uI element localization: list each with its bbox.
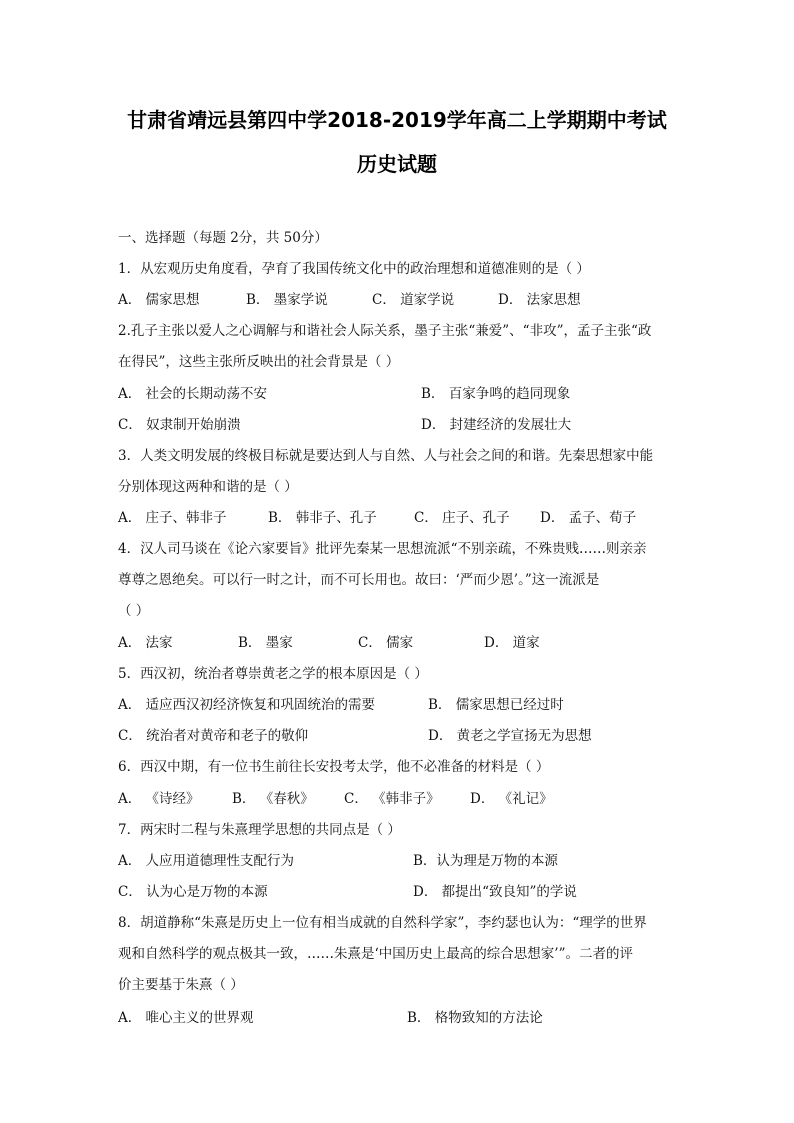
question-7-option-d: D． 都提出“致良知”的学说 [413, 884, 577, 900]
question-3-option-a: A． 庄子、韩非子 [118, 510, 227, 526]
question-2-option-a: A． 社会的长期动荡不安 [118, 386, 268, 402]
question-1-option-a: A． 儒家思想 [118, 292, 200, 308]
question-4-stem-line-3: （ ） [118, 603, 150, 619]
page-title: 甘肃省靖远县第四中学2018-2019学年高二上学期期中考试 [127, 108, 667, 132]
question-5-option-b: B． 儒家思想已经过时 [428, 697, 564, 713]
question-7-option-b: B．认为理是万物的本源 [413, 853, 558, 869]
question-3-option-c: C． 庄子、孔子 [414, 510, 510, 526]
question-5-option-d: D． 黄老之学宣扬无为思想 [428, 728, 592, 744]
question-5-option-a: A． 适应西汉初经济恢复和巩固统治的需要 [118, 697, 376, 713]
question-1-option-b: B． 墨家学说 [246, 292, 328, 308]
question-8-option-b: B． 格物致知的方法论 [407, 1010, 543, 1026]
question-8-option-a: A． 唯心主义的世界观 [118, 1010, 254, 1026]
question-6-option-a: A． 《诗经》 [118, 791, 200, 807]
question-3-stem-line-2: 分别体现这两种和谐的是（ ） [118, 479, 298, 495]
question-2-option-b: B． 百家争鸣的趋同现象 [421, 386, 571, 402]
question-4-option-d: D． 道家 [484, 635, 540, 651]
question-2-stem-line-1: 2.孔子主张以爱人之心调解与和谐社会人际关系，墨子主张“兼爱”、“非攻”，孟子主张“政 [118, 323, 652, 339]
question-8-stem-line-3: 价主要基于朱熹（ ） [118, 977, 244, 993]
question-5-stem: 5．西汉初，统治者尊崇黄老之学的根本原因是（ ） [118, 666, 428, 682]
question-6-option-c: C． 《韩非子》 [344, 791, 440, 807]
section-heading: 一、选择题（每题 2分，共 50分） [118, 230, 328, 246]
question-2-stem-line-2: 在得民”，这些主张所反映出的社会背景是（ ） [118, 354, 400, 370]
page-subtitle: 历史试题 [357, 152, 437, 176]
question-7-option-c: C． 认为心是万物的本源 [118, 884, 268, 900]
question-8-stem-line-1: 8．胡道静称“朱熹是历史上一位有相当成就的自然科学家”，李约瑟也认为：“理学的世界 [118, 915, 647, 931]
question-4-option-b: B． 墨家 [238, 635, 293, 651]
question-1-stem: 1．从宏观历史角度看，孕育了我国传统文化中的政治理想和道德准则的是（ ） [118, 261, 590, 277]
question-2-option-c: C． 奴隶制开始崩溃 [118, 417, 241, 433]
question-3-option-d: D． 孟子、荀子 [540, 510, 637, 526]
question-4-option-c: C． 儒家 [358, 635, 414, 651]
question-1-option-d: D． 法家思想 [498, 292, 581, 308]
question-4-stem-line-1: 4．汉人司马谈在《论六家要旨》批评先秦某一思想流派“不别亲疏，不殊贵贱……则亲亲 [118, 541, 647, 557]
question-3-stem-line-1: 3．人类文明发展的终极目标就是要达到人与自然、人与社会之间的和谐。先秦思想家中能 [118, 448, 654, 464]
question-3-option-b: B． 韩非子、孔子 [268, 510, 377, 526]
question-2-option-d: D． 封建经济的发展壮大 [421, 417, 572, 433]
question-7-option-a: A． 人应用道德理性支配行为 [118, 853, 295, 869]
question-6-option-d: D． 《礼记》 [470, 791, 553, 807]
question-7-stem: 7．两宋时二程与朱熹理学思想的共同点是（ ） [118, 822, 401, 838]
question-4-stem-line-2: 尊尊之恩绝矣。可以行一时之计，而不可长用也。故曰：‘严而少恩’。”这一流派是 [118, 572, 600, 588]
question-4-option-a: A． 法家 [118, 635, 173, 651]
question-5-option-c: C． 统治者对黄帝和老子的敬仰 [118, 728, 309, 744]
question-6-stem: 6．西汉中期，有一位书生前往长安投考太学，他不必准备的材料是（ ） [118, 759, 550, 775]
question-6-option-b: B． 《春秋》 [232, 791, 314, 807]
question-8-stem-line-2: 观和自然科学的观点极其一致，……朱熹是‘中国历史上最高的综合思想家’”。二者的评 [118, 946, 633, 962]
question-1-option-c: C． 道家学说 [372, 292, 455, 308]
